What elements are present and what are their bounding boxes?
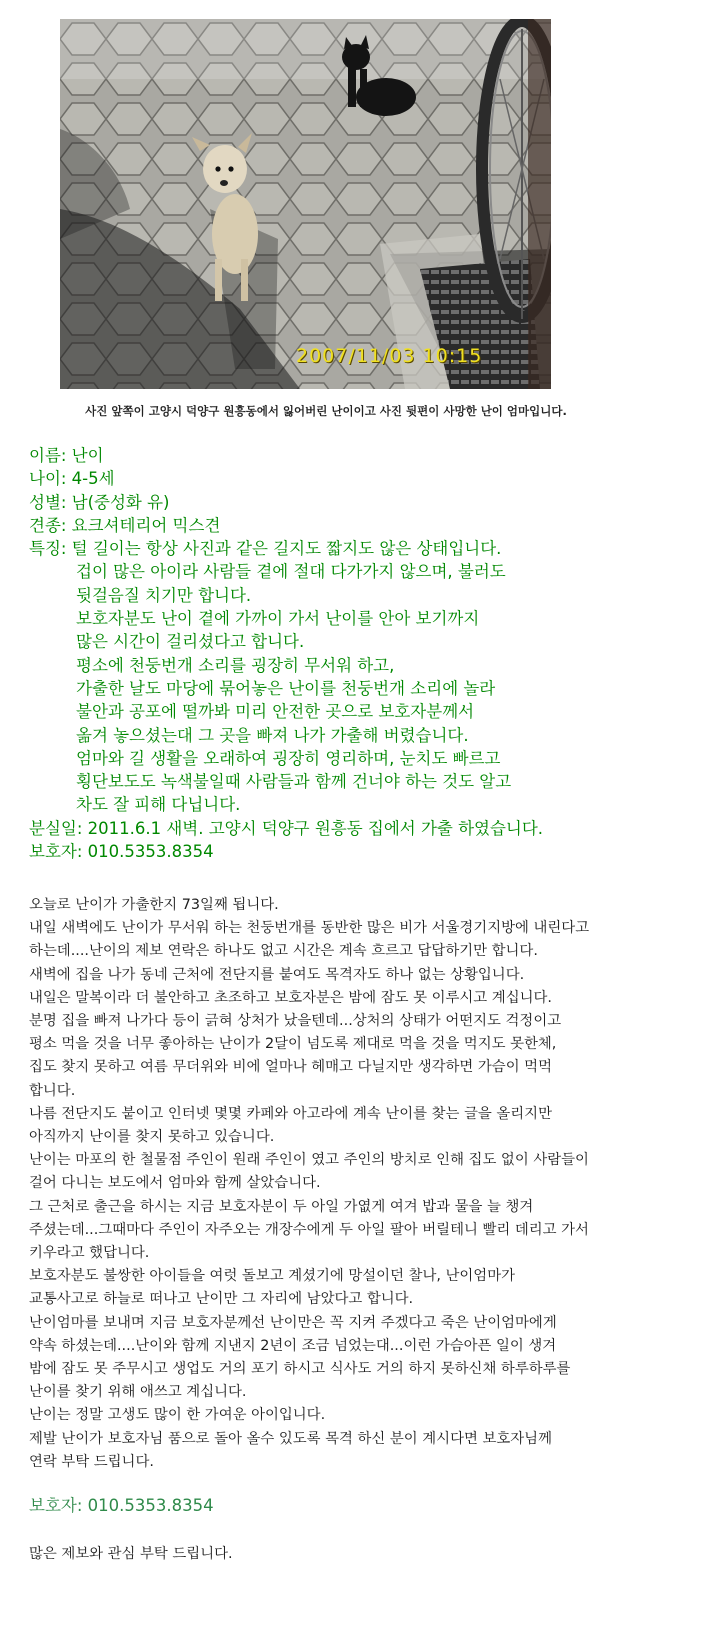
story-line: 주셨는데...그때마다 주인이 자주오는 개장수에게 두 아일 팔아 버릴테니 빨리 데리고 가서	[29, 1221, 589, 1238]
story-line: 난이를 찾기 위해 애쓰고 계십니다.	[29, 1384, 247, 1401]
story-line: 난이는 정말 고생도 많이 한 가여운 아이입니다.	[29, 1407, 326, 1424]
story-line: 합니다.	[29, 1082, 76, 1099]
info-features-line: 옮겨 놓으셨는대 그 곳을 빠져 나가 가출해 버렸습니다.	[76, 725, 469, 745]
info-features: 특징: 털 길이는 항상 사진과 같은 길지도 짧지도 않은 상태입니다.	[29, 539, 502, 559]
info-features-line: 불안과 공포에 떨까봐 미리 안전한 곳으로 보호자분께서	[76, 702, 475, 722]
info-features-line: 겁이 많은 아이라 사람들 곁에 절대 다가가지 않으며, 불러도	[76, 562, 506, 582]
story-line: 제발 난이가 보호자님 품으로 돌아 올수 있도록 목격 하신 분이 계시다면 보호자님께	[29, 1430, 552, 1447]
info-features-line: 평소에 천둥번개 소리를 굉장히 무서워 하고,	[76, 655, 395, 675]
story-line: 밤에 잠도 못 주무시고 생업도 거의 포기 하시고 식사도 거의 하지 못하신채 하루하루를	[29, 1361, 571, 1378]
story-text	[29, 894, 589, 1474]
dog-photo	[60, 19, 551, 389]
photo-timestamp: 2007/11/03 10:15	[296, 345, 483, 367]
closing-line: 많은 제보와 관심 부탁 드립니다.	[29, 1546, 233, 1562]
story-line: 난이는 마포의 한 철물점 주인이 원래 주인이 였고 주인의 방치로 인해 집도 없이 사람들이	[29, 1152, 589, 1169]
story-line: 보호자분도 불쌍한 아이들을 여럿 돌보고 계셨기에 망설이던 찰나, 난이엄마가	[29, 1268, 516, 1285]
photo-caption: 사진 앞쪽이 고양시 덕양구 원흥동에서 잃어버린 난이이고 사진 뒷편이 사망한 난이 엄마입니다.	[85, 404, 567, 418]
dog-info	[29, 444, 543, 863]
info-features-line: 엄마와 길 생활을 오래하여 굉장히 영리하며, 눈치도 빠르고	[76, 748, 501, 768]
story-line: 분명 집을 빠져 나가다 등이 긁혀 상처가 났을텐데...상처의 상태가 어떤지도 걱정이고	[29, 1013, 562, 1030]
story-line: 내일은 말복이라 더 불안하고 초조하고 보호자분은 밤에 잠도 못 이루시고 계십니다.	[29, 989, 552, 1006]
story-line: 연락 부탁 드립니다.	[29, 1453, 154, 1470]
story-line: 내일 새벽에도 난이가 무서워 하는 천둥번개를 동반한 많은 비가 서울경기지방에 내린다고	[29, 920, 590, 937]
story-line: 약속 하셨는데....난이와 함께 지낸지 2년이 조금 넘었는대...이런 가슴아픈 일이 생겨	[29, 1337, 557, 1354]
story-line: 오늘로 난이가 가출한지 73일째 됩니다.	[29, 897, 279, 913]
info-features-line: 차도 잘 피해 다닙니다.	[76, 795, 241, 815]
info-guardian-phone: 보호자: 010.5353.8354	[29, 842, 214, 862]
info-name: 이름: 난이	[29, 446, 104, 465]
story-line: 키우라고 했답니다.	[29, 1245, 150, 1262]
story-line: 아직까지 난이를 찾지 못하고 있습니다.	[29, 1129, 275, 1146]
guardian-phone-repeat: 보호자: 010.5353.8354	[29, 1496, 214, 1515]
info-sex: 성별: 남(중성화 유)	[29, 492, 170, 512]
info-features-line: 보호자분도 난이 곁에 가까이 가서 난이를 안아 보기까지	[76, 609, 480, 629]
info-lost-date: 분실일: 2011.6.1 새벽. 고양시 덕양구 원흥동 집에서 가출 하였습니다.	[29, 818, 544, 838]
story-line: 나름 전단지도 붙이고 인터넷 몇몇 카페와 아고라에 계속 난이를 찾는 글을 올리지만	[29, 1105, 552, 1122]
story-line: 새벽에 집을 나가 동네 근처에 전단지를 붙여도 목격자도 하나 없는 상황입니다.	[29, 966, 525, 983]
info-features-line: 많은 시간이 걸리셨다고 합니다.	[76, 632, 305, 652]
info-age: 나이: 4-5세	[29, 469, 115, 489]
story-line: 하는데....난이의 제보 연락은 하나도 없고 시간은 계속 흐르고 답답하기만 합니다.	[29, 943, 538, 960]
story-line: 걸어 다니는 보도에서 엄마와 함께 살았습니다.	[29, 1175, 321, 1192]
info-features-line: 가출한 날도 마당에 묶어놓은 난이를 천둥번개 소리에 놀라	[76, 678, 496, 698]
story-line: 평소 먹을 것을 너무 좋아하는 난이가 2달이 넘도록 제대로 먹을 것을 먹지도 못한체,	[29, 1036, 557, 1053]
info-features-line: 뒷걸음질 치기만 합니다.	[76, 585, 252, 605]
story-line: 교통사고로 하늘로 떠나고 난이만 그 자리에 남았다고 합니다.	[29, 1291, 414, 1308]
info-breed: 견종: 요크셔테리어 믹스견	[29, 515, 221, 535]
story-line: 집도 찾지 못하고 여름 무더위와 비에 얼마나 헤매고 다닐지만 생각하면 가슴이 먹먹	[29, 1059, 552, 1076]
info-features-line: 횡단보도도 녹색불일때 사람들과 함께 건너야 하는 것도 알고	[76, 772, 512, 792]
story-line: 난이엄마를 보내며 지금 보호자분께선 난이만은 꼭 지켜 주겠다고 죽은 난이엄마에게	[29, 1314, 557, 1331]
story-line: 그 근처로 출근을 하시는 지금 보호자분이 두 아일 가엾게 여겨 밥과 물을 늘 챙겨	[29, 1198, 534, 1215]
